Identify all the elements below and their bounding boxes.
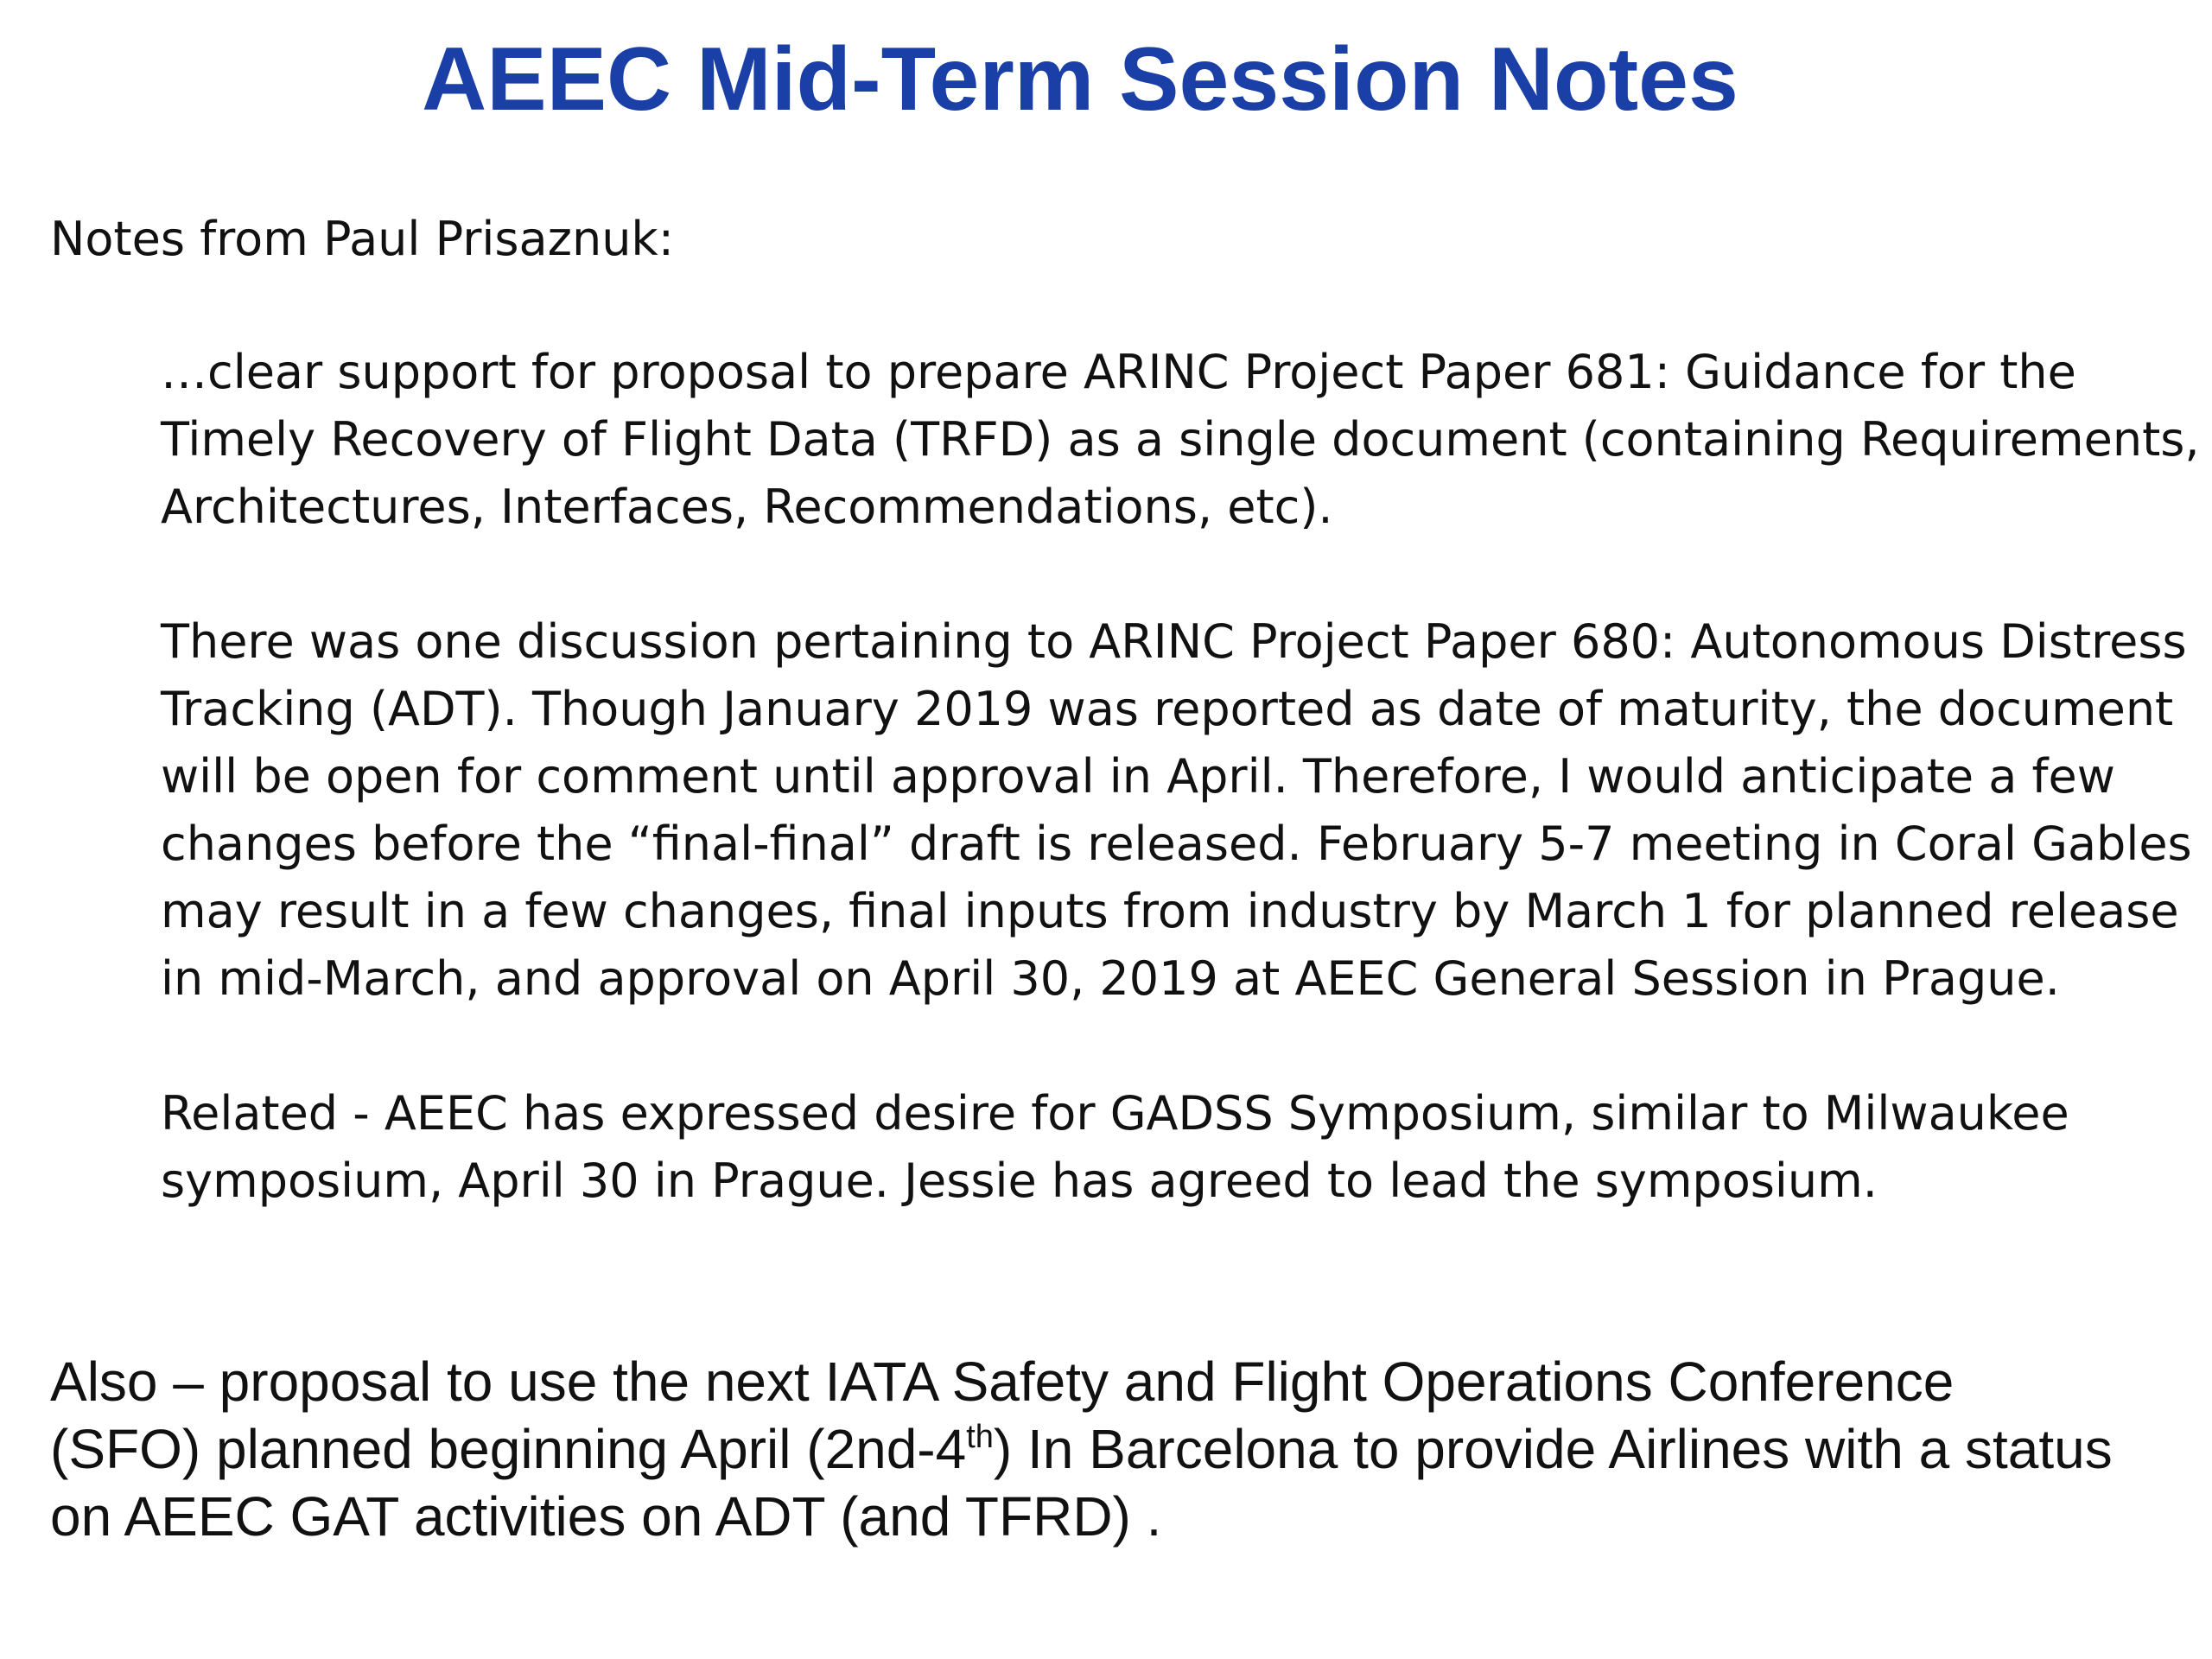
paragraph-adt [161,608,2192,1013]
also-text-after: ) In Barcelona to provide Airlines with a status [993,1418,2113,1480]
paragraph-gadss [161,1080,2148,1215]
paragraph-line: Timely Recovery of Flight Data (TRFD) as a single document (containing Requirements, [161,412,2200,467]
also-line [50,1415,2176,1483]
paragraph-line: changes before the “final-final” draft is released. February 5-7 meeting in Coral Gables [161,817,2192,871]
paragraph-line: symposium, April 30 in Prague. Jessie has agreed to lead the symposium. [161,1154,1878,1208]
also-paragraph [50,1348,2176,1550]
also-line: on AEEC GAT activities on ADT (and TFRD) . [50,1485,1162,1548]
paragraph-line: Architectures, Interfaces, Recommendations, etc). [161,480,1333,534]
paragraph-line: Tracking (ADT). Though January 2019 was reported as date of maturity, the document [161,682,2174,736]
paragraph-line: will be open for comment until approval in April. Therefore, I would anticipate a few [161,749,2115,804]
paragraph-line: …clear support for proposal to prepare ARINC Project Paper 681: Guidance for the [161,345,2076,399]
intro-text: Notes from Paul Prisaznuk: [50,212,674,266]
paragraph-line: may result in a few changes, final inputs from industry by March 1 for planned release [161,884,2179,938]
also-line: Also – proposal to use the next IATA Safety and Flight Operations Conference [50,1351,1955,1413]
paragraph-line: in mid-March, and approval on April 30, 2019 at AEEC General Session in Prague. [161,951,2060,1006]
paragraph-line: Related - AEEC has expressed desire for GADSS Symposium, similar to Milwaukee [161,1086,2069,1141]
also-text-before: (SFO) planned beginning April (2nd-4 [50,1418,967,1480]
ordinal-superscript: th [966,1418,994,1455]
paragraph-trfd [161,339,2200,541]
paragraph-line: There was one discussion pertaining to ARINC Project Paper 680: Autonomous Distress [161,614,2187,669]
slide-title: AEEC Mid-Term Session Notes [422,29,1738,130]
